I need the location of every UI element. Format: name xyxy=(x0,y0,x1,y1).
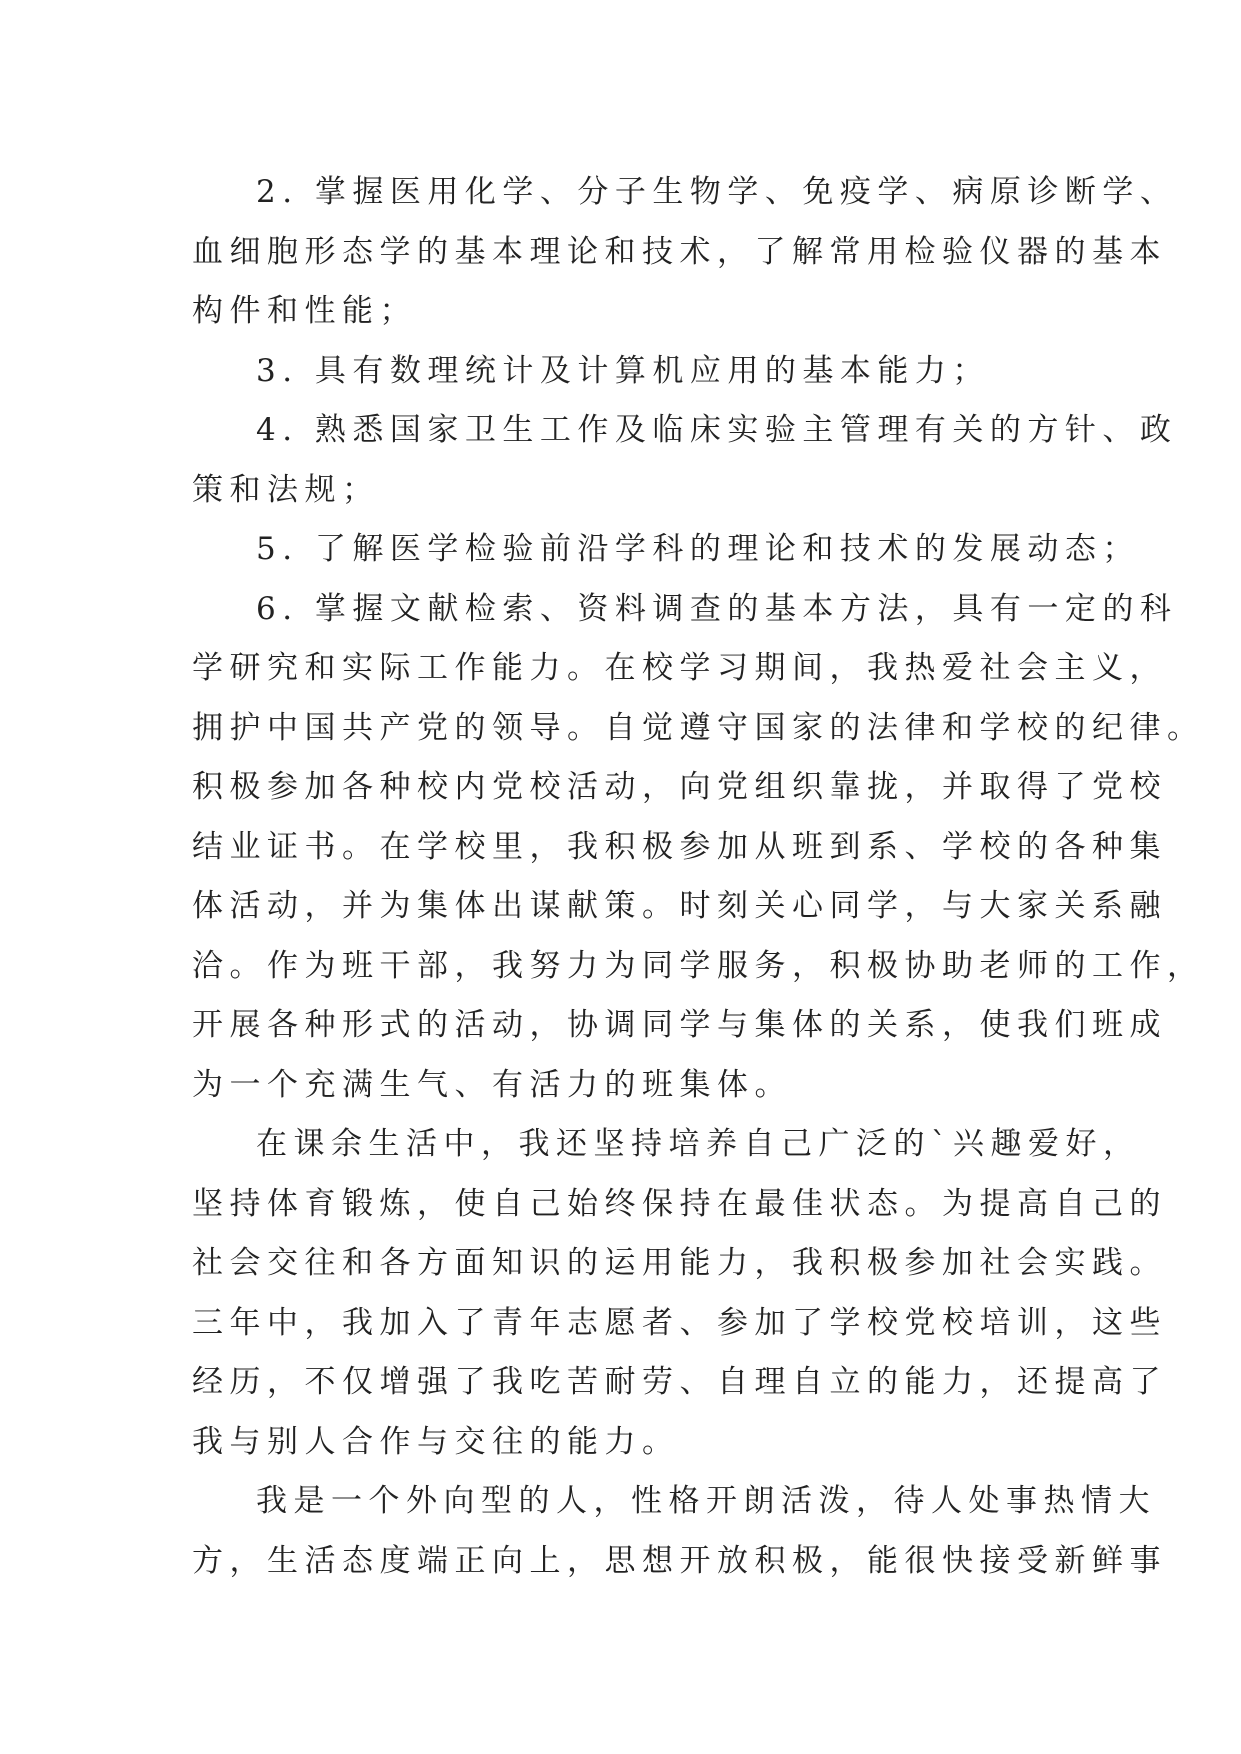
text-line: 三年中，我加入了青年志愿者、参加了学校党校培训，这些 xyxy=(192,1304,1167,1341)
text-line: 方，生活态度端正向上，思想开放积极，能很快接受新鲜事 xyxy=(192,1542,1167,1579)
text-line: 5. 了解医学检验前沿学科的理论和技术的发展动态； xyxy=(256,531,1140,567)
text-line: 积极参加各种校内党校活动，向党组织靠拢，并取得了党校 xyxy=(192,769,1167,805)
list-item-6 xyxy=(192,580,1205,1116)
text-line: 2. 掌握医用化学、分子生物学、免疫学、病原诊断学、 xyxy=(256,174,1178,210)
text-line: 策和法规； xyxy=(192,471,380,508)
list-item-2 xyxy=(192,163,1178,342)
text-line: 我是一个外向型的人，性格开朗活泼，待人处事热情大 xyxy=(256,1483,1156,1519)
text-line: 结业证书。在学校里，我积极参加从班到系、学校的各种集 xyxy=(192,828,1167,865)
text-line: 3. 具有数理统计及计算机应用的基本能力； xyxy=(256,352,990,389)
text-line: 拥护中国共产党的领导。自觉遵守国家的法律和学校的纪律。 xyxy=(192,709,1205,746)
text-line: 坚持体育锻炼，使自己始终保持在最佳状态。为提高自己的 xyxy=(192,1185,1167,1222)
paragraph-personality xyxy=(192,1472,1167,1591)
text-line: 社会交往和各方面知识的运用能力，我积极参加社会实践。 xyxy=(192,1245,1167,1281)
text-line: 在课余生活中，我还坚持培养自己广泛的`兴趣爱好， xyxy=(256,1126,1141,1162)
document-page xyxy=(192,163,1205,1591)
text-line: 经历，不仅增强了我吃苦耐劳、自理自立的能力，还提高了 xyxy=(192,1364,1167,1400)
list-item-5 xyxy=(192,520,1140,580)
text-line: 体活动，并为集体出谋献策。时刻关心同学，与大家关系融 xyxy=(192,888,1167,924)
text-line: 血细胞形态学的基本理论和技术，了解常用检验仪器的基本 xyxy=(192,233,1167,270)
list-item-3 xyxy=(192,342,1092,402)
list-item-4 xyxy=(192,401,1178,520)
text-line: 构件和性能； xyxy=(192,293,417,329)
text-line: 学研究和实际工作能力。在校学习期间，我热爱社会主义， xyxy=(192,650,1167,686)
text-line: 6. 掌握文献检索、资料调查的基本方法，具有一定的科 xyxy=(256,590,1178,627)
text-line: 为一个充满生气、有活力的班集体。 xyxy=(192,1066,792,1103)
text-line: 洽。作为班干部，我努力为同学服务，积极协助老师的工作， xyxy=(192,947,1205,984)
text-line: 4. 熟悉国家卫生工作及临床实验主管理有关的方针、政 xyxy=(256,412,1178,448)
paragraph-extracurricular xyxy=(192,1115,1167,1472)
text-line: 我与别人合作与交往的能力。 xyxy=(192,1423,680,1460)
text-line: 开展各种形式的活动，协调同学与集体的关系，使我们班成 xyxy=(192,1007,1167,1043)
